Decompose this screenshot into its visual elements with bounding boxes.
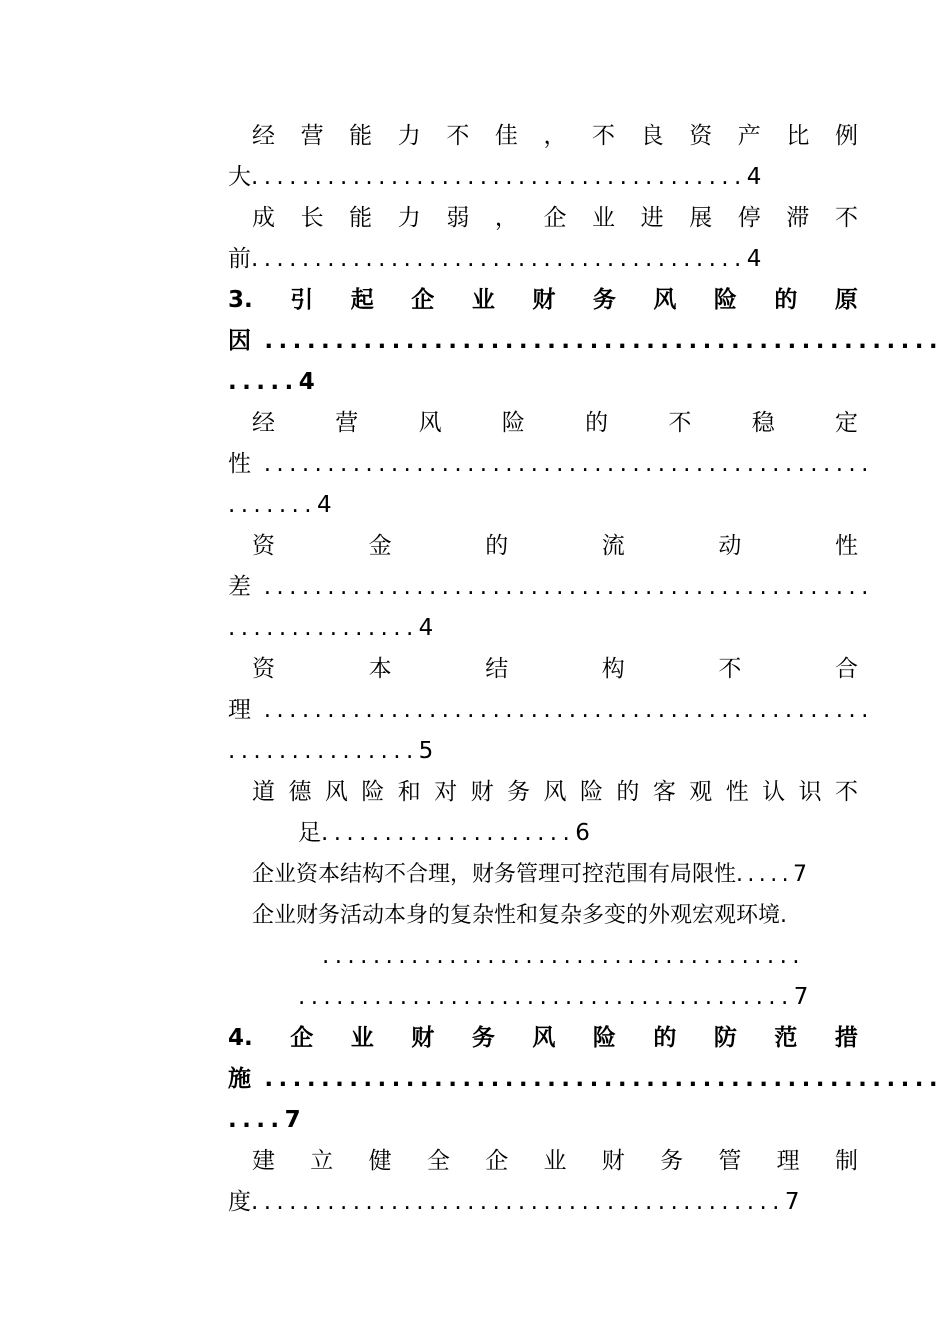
toc-entry-title-line: 资 本 结 构 不 合 (252, 656, 858, 682)
toc-entry-title-line: 资 金 的 流 动 性 (252, 533, 858, 559)
toc-page-number: 4 (746, 164, 762, 190)
toc-entry-tail[interactable]: 施 ................................................ (228, 1066, 943, 1092)
toc-page-number: 4 (746, 246, 762, 272)
toc-page-number: 7 (793, 984, 809, 1010)
toc-page-number: 6 (575, 820, 590, 846)
toc-entry-tail[interactable]: 大.......................................4 (228, 164, 762, 190)
toc-entry-tail[interactable]: 因 ................................................ (228, 328, 943, 354)
toc-page-number: 4 (316, 492, 332, 518)
toc-entry-tail[interactable]: ...............5 (228, 738, 434, 764)
toc-entry-title-line: 经 营 能 力 不 佳 ， 不 良 资 产 比 例 (252, 123, 858, 149)
toc-page-number: 5 (418, 738, 434, 764)
toc-entry-tail[interactable]: ...............4 (228, 615, 434, 641)
toc-entry-tail[interactable]: .....4 (228, 369, 315, 395)
toc-entry-title-line: 企业财务活动本身的复杂性和复杂多变的外观宏观环境. (252, 903, 788, 928)
toc-page-number: 4 (418, 615, 434, 641)
toc-entry-title-line: 道 德 风 险 和 对 财 务 风 险 的 客 观 性 认 识 不 (252, 779, 858, 805)
toc-page-number: 7 (784, 1189, 800, 1215)
toc-entry-tail[interactable]: 度..........................................7 (228, 1189, 800, 1215)
toc-entry-tail[interactable]: 前.......................................4 (228, 246, 762, 272)
toc-page-number: 4 (298, 369, 315, 395)
toc-section-heading: 3. 引 起 企 业 财 务 风 险 的 原 (228, 287, 858, 313)
toc-entry-tail[interactable]: .......4 (228, 492, 332, 518)
toc-entry-title-line: 建 立 健 全 企 业 财 务 管 理 制 (252, 1148, 858, 1174)
toc-entry-tail[interactable]: 理 ................................................ (228, 697, 874, 723)
toc-entry-single-line[interactable]: 企业资本结构不合理，财务管理可控范围有局限性.....7 (252, 862, 807, 887)
toc-entry-tail[interactable]: ...................................... (322, 943, 806, 969)
toc-entry-title-line: 成 长 能 力 弱 ， 企 业 进 展 停 滞 不 (252, 205, 858, 231)
toc-page-number: 7 (284, 1107, 301, 1133)
toc-entry-tail[interactable]: 性 ................................................ (228, 451, 874, 477)
toc-section-heading: 4. 企 业 财 务 风 险 的 防 范 措 (228, 1025, 858, 1051)
toc-entry-tail[interactable]: .......................................7 (298, 984, 809, 1010)
toc-entry-tail[interactable]: ....7 (228, 1107, 301, 1133)
toc-entry-tail[interactable]: 足....................6 (298, 820, 590, 846)
toc-entry-title-line: 经 营 风 险 的 不 稳 定 (252, 410, 858, 436)
toc-page-number: 7 (792, 862, 807, 887)
toc-entry-tail[interactable]: 差 ................................................ (228, 574, 874, 600)
